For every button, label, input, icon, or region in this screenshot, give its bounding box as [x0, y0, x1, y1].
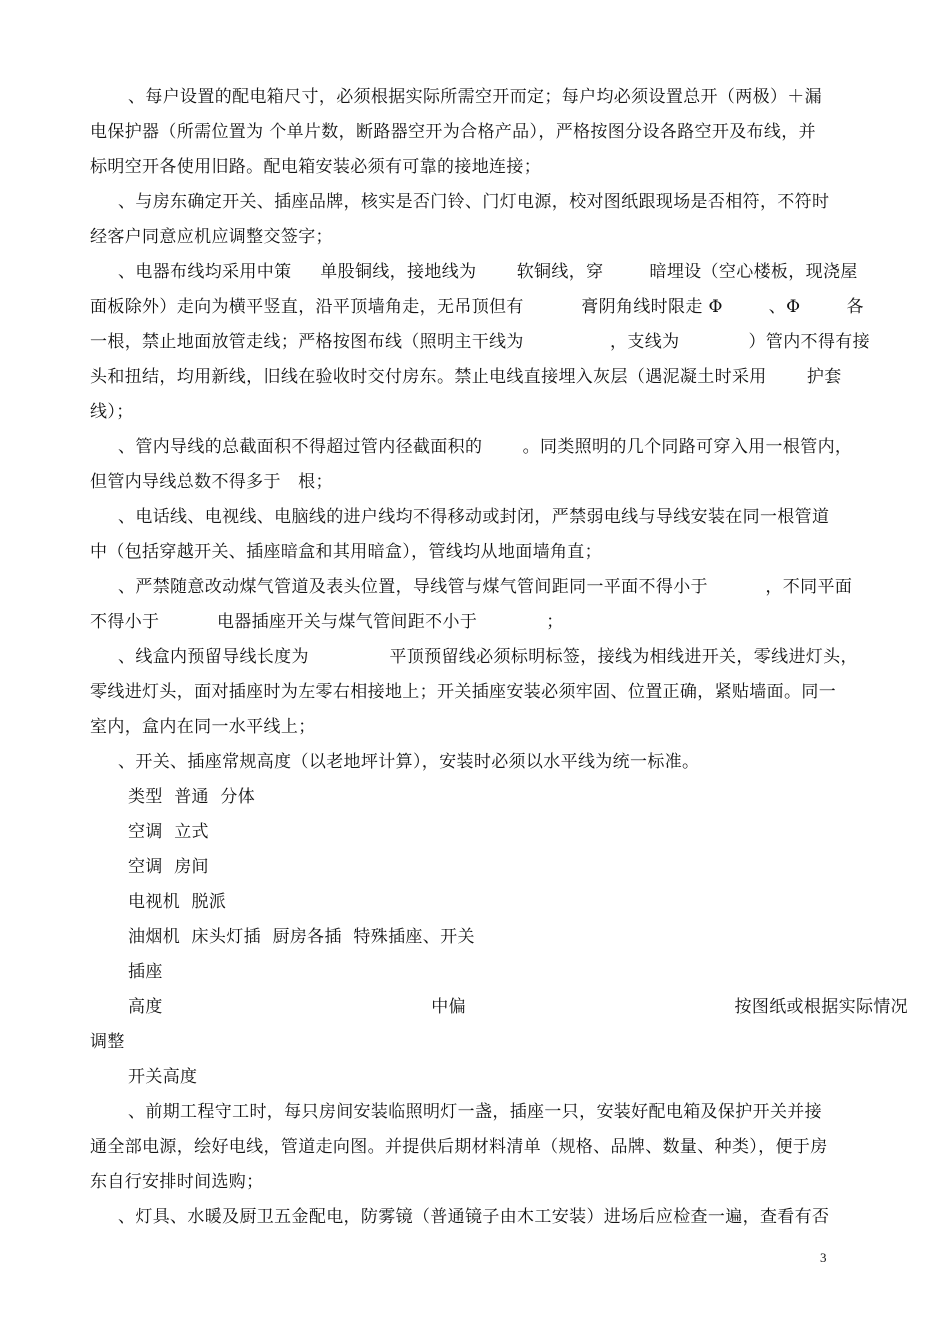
middle-offset-label: 中偏	[431, 997, 466, 1017]
table-row: 类型 普通 分体	[128, 787, 256, 807]
text-line: 、电话线、电视线、电脑线的进户线均不得移动或封闭，严禁弱电线与导线安装在同一根管道	[118, 507, 830, 527]
text-line: 、电器布线均采用中策 单股铜线，接地线为 软铜线，穿 暗埋设（空心楼板，现浇屋	[118, 262, 858, 282]
switch-height-label: 开关高度	[128, 1067, 198, 1087]
table-row: 油烟机 床头灯插 厨房各插 特殊插座、开关	[128, 927, 475, 947]
text-line: 调整	[90, 1032, 125, 1052]
table-row: 电视机 脱派	[128, 892, 227, 912]
text-line: 电保护器（所需位置为 个单片数，断路器空开为合格产品），严格按图分设各路空开及布线，并	[90, 122, 816, 142]
table-row: 空调 立式	[128, 822, 209, 842]
text-line: 不得小于 电器插座开关与煤气管间距不小于 ；	[90, 612, 564, 632]
page-number: 3	[820, 1250, 827, 1265]
text-line: 、前期工程守工时，每只房间安装临照明灯一盏，插座一只，安装好配电箱及保护开关并接	[128, 1102, 822, 1122]
text-line: 头和扭结，均用新线，旧线在验收时交付房东。禁止电线直接埋入灰层（遇泥凝土时采用 护套	[90, 367, 842, 387]
text-line: 、与房东确定开关、插座品牌，核实是否门铃、门灯电源，校对图纸跟现场是否相符，不符时	[118, 192, 830, 212]
text-line: 经客户同意应机应调整交签字；	[90, 227, 333, 247]
text-line: 标明空开各使用旧路。配电箱安装必须有可靠的接地连接；	[90, 157, 542, 177]
table-row: 空调 房间	[128, 857, 209, 877]
text-line: 线）；	[90, 402, 134, 422]
table-row: 插座	[128, 962, 163, 982]
text-line: 零线进灯头，面对插座时为左零右相接地上；开关插座安装必须牢固、位置正确，紧贴墙面。同一	[90, 682, 837, 702]
height-label: 高度	[128, 997, 163, 1017]
text-line: 东自行安排时间选购；	[90, 1172, 264, 1192]
adjustment-note: 按图纸或根据实际情况	[734, 997, 908, 1017]
text-line: 但管内导线总数不得多于 根；	[90, 472, 333, 492]
text-line: 面板除外）走向为横平竖直，沿平顶墙角走，无吊顶但有 膏阴角线时限走 Φ 、Φ 各	[90, 297, 864, 317]
text-line: 、灯具、水暖及厨卫五金配电，防雾镜（普通镜子由木工安装）进场后应检查一遍，查看有否	[118, 1207, 830, 1227]
text-line: 、每户设置的配电箱尺寸，必须根据实际所需空开而定；每户均必须设置总开（两极）＋漏	[128, 87, 822, 107]
text-line: 中（包括穿越开关、插座暗盒和其用暗盒），管线均从地面墙角直；	[90, 542, 602, 562]
text-line: 、线盒内预留导线长度为 平顶预留线必须标明标签，接线为相线进开关，零线进灯头，	[118, 647, 858, 667]
text-line: 一根，禁止地面放管走线；严格按图布线（照明主干线为 ，支线为 ）管内不得有接	[90, 332, 870, 352]
height-row	[128, 996, 908, 1018]
text-line: 室内，盒内在同一水平线上；	[90, 717, 316, 737]
text-line: 通全部电源，绘好电线，管道走向图。并提供后期材料清单（规格、品牌、数量、种类），便于房	[90, 1137, 828, 1157]
text-line: 、开关、插座常规高度（以老地坪计算），安装时必须以水平线为统一标准。	[118, 752, 700, 772]
text-line: 、管内导线的总截面积不得超过管内径截面积的 。同类照明的几个同路可穿入用一根管内，	[118, 437, 853, 457]
text-line: 、严禁随意改动煤气管道及表头位置，导线管与煤气管间距同一平面不得小于 ，不同平面	[118, 577, 853, 597]
